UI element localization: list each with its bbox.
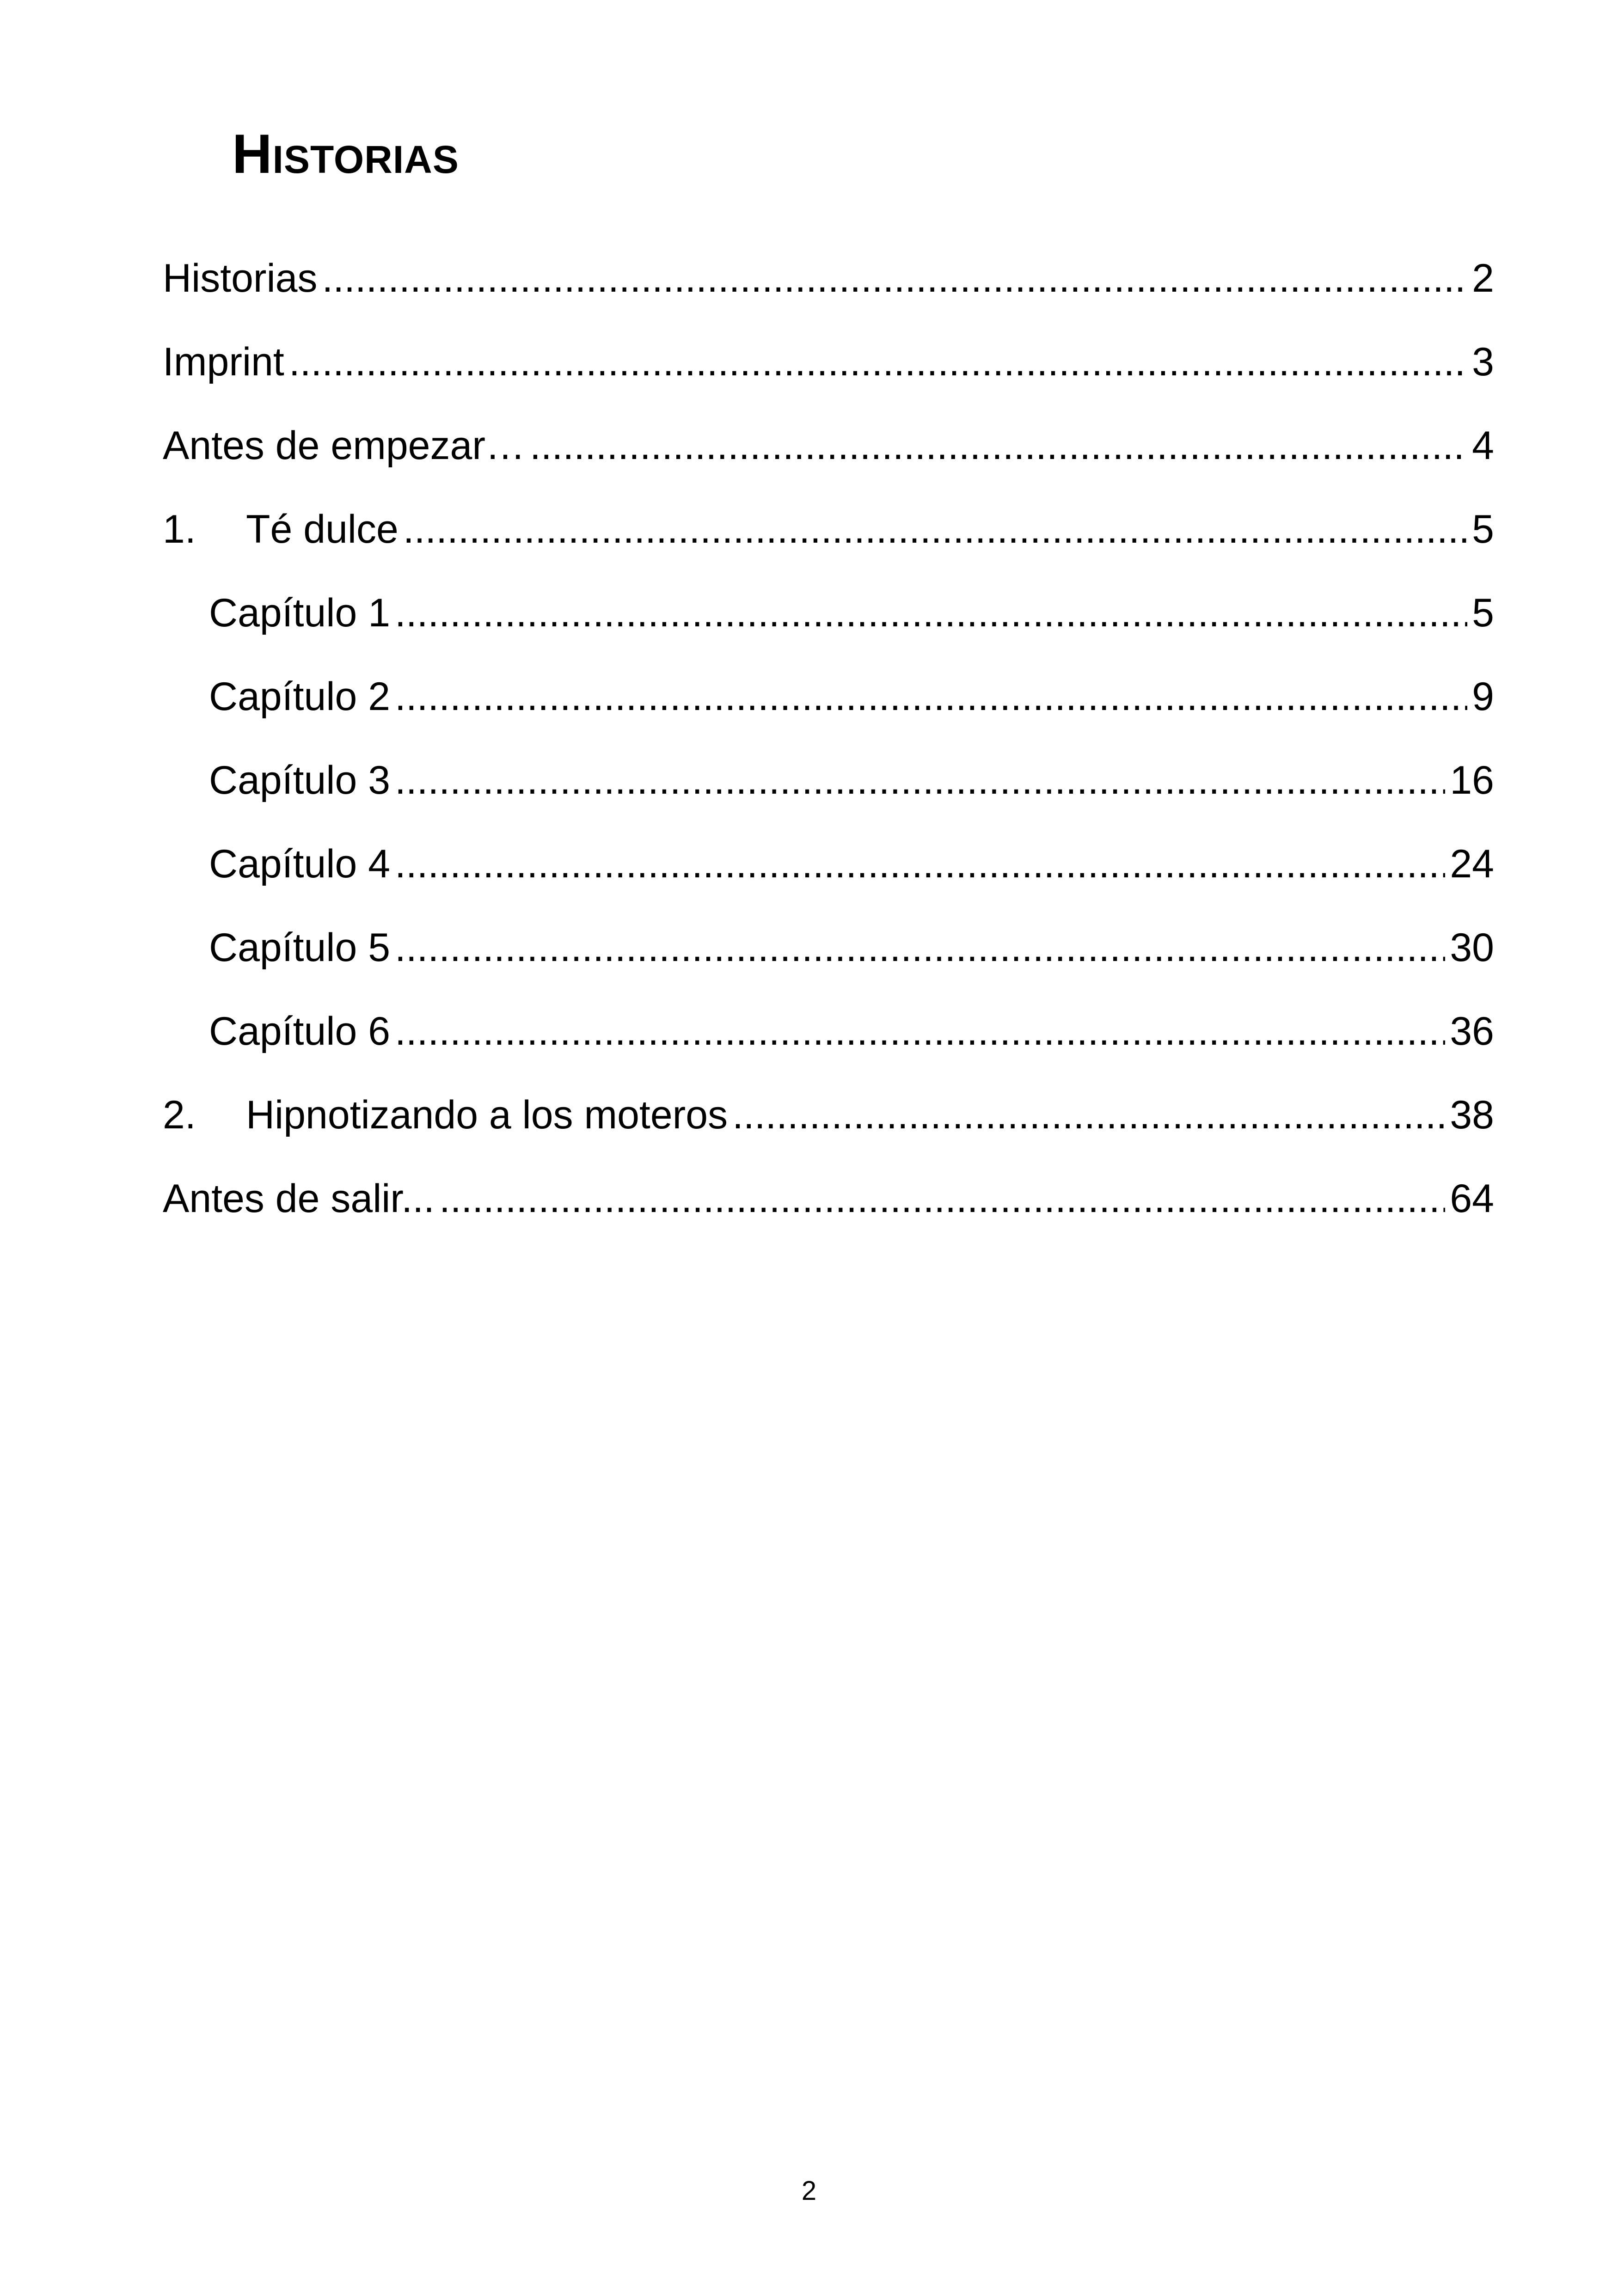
toc-entry-page: 16 [1450,758,1494,802]
toc-dot-leader [395,919,1445,977]
toc-entry-title: Capítulo 1 [209,591,391,635]
toc-entry-hipnotizando-a-los-moteros[interactable] [163,1086,1494,1170]
toc-entry-page: 64 [1450,1176,1494,1221]
toc-dot-leader [395,1003,1445,1060]
toc-entry-page: 38 [1450,1093,1494,1137]
toc-entry-capitulo-1[interactable] [163,584,1494,668]
toc-entry-title: Capítulo 2 [209,674,391,719]
toc-dot-leader [403,501,1467,558]
toc-entry-title: Capítulo 5 [209,925,391,970]
toc-dot-leader [732,1086,1445,1144]
toc-entry-antes-de-empezar[interactable] [163,417,1494,501]
toc-entry-number: 1. [163,507,196,551]
toc-entry-te-dulce[interactable] [163,501,1494,584]
toc-entry-capitulo-4[interactable] [163,835,1494,919]
toc-dot-leader [439,1170,1445,1228]
toc-entry-capitulo-6[interactable] [163,1003,1494,1086]
toc-dot-leader [395,752,1445,809]
toc-entry-title: Capítulo 3 [209,758,391,802]
page-title: Historias [232,123,459,185]
toc-entry-page: 4 [1472,423,1494,468]
toc-entry-title: Capítulo 4 [209,842,391,886]
toc-dot-leader [395,584,1467,642]
toc-entry-historias[interactable] [163,250,1494,333]
toc-dot-leader [395,835,1445,893]
toc-entry-title: Antes de salir... [163,1176,435,1221]
toc-entry-page: 24 [1450,842,1494,886]
toc-entry-title: Imprint [163,340,284,384]
toc-entry-page: 5 [1472,507,1494,551]
toc-entry-title: Hipnotizando a los moteros [246,1093,728,1137]
toc-entry-capitulo-3[interactable] [163,752,1494,835]
toc-dot-leader [322,250,1468,307]
toc-entry-number: 2. [163,1093,196,1137]
toc-entry-title: Historias [163,256,318,300]
toc-entry-title: Capítulo 6 [209,1009,391,1053]
toc-entry-page: 30 [1450,925,1494,970]
toc-entry-antes-de-salir[interactable] [163,1170,1494,1254]
toc-entry-page: 5 [1472,591,1494,635]
toc-entry-capitulo-5[interactable] [163,919,1494,1003]
toc-entry-title: Té dulce [246,507,398,551]
toc-dot-leader [289,333,1467,391]
toc-entry-page: 36 [1450,1009,1494,1053]
toc-entry-page: 3 [1472,340,1494,384]
toc-entry-capitulo-2[interactable] [163,668,1494,752]
toc-entry-page: 9 [1472,674,1494,719]
table-of-contents [163,250,1494,1254]
toc-dot-leader [530,417,1467,475]
toc-entry-page: 2 [1472,256,1494,300]
toc-dot-leader [395,668,1467,726]
toc-entry-imprint[interactable] [163,333,1494,417]
toc-entry-title: Antes de empezar… [163,423,525,468]
page-number: 2 [801,2176,817,2206]
